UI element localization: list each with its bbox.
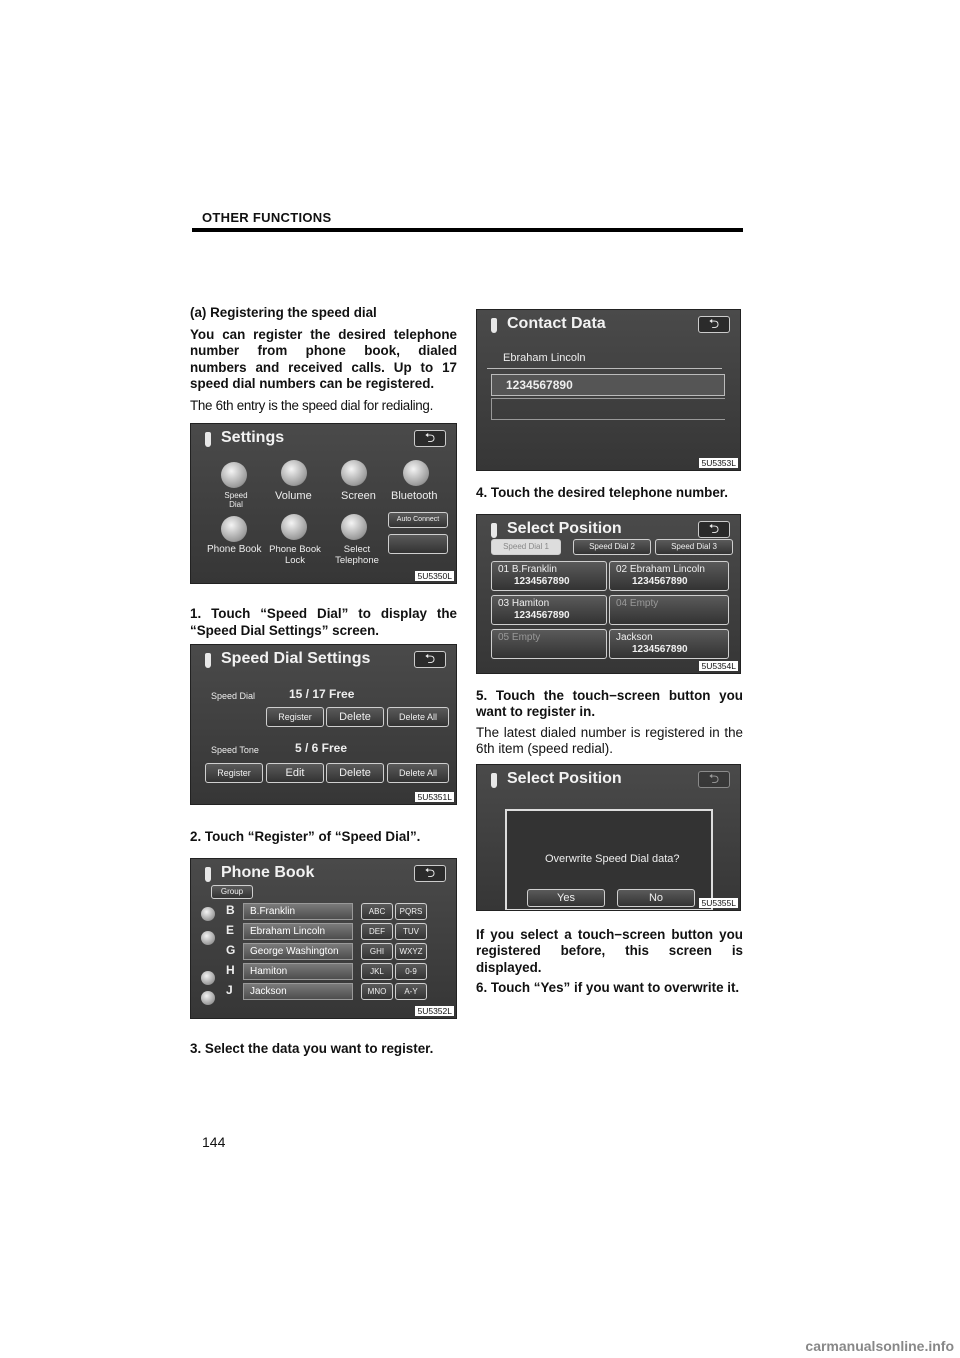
step-3: 3. Select the data you want to register. <box>190 1040 434 1056</box>
position-button[interactable] <box>609 629 729 659</box>
section-title: (a) Registering the speed dial <box>190 305 377 320</box>
scroll-icon[interactable] <box>201 931 215 945</box>
index-button[interactable]: DEF <box>361 923 393 940</box>
index-letter: H <box>226 962 235 977</box>
figure-code: 5U5353L <box>701 458 736 468</box>
figure-code: 5U5354L <box>701 660 736 671</box>
handset-icon <box>205 432 211 447</box>
phone-book-lock-label[interactable]: Phone Book Lock <box>269 544 321 566</box>
position-label: 03 Hamiton <box>498 597 550 609</box>
speed-dial-count: 15 / 17 Free <box>289 687 355 701</box>
contact-number-button[interactable]: 1234567890 <box>491 374 725 396</box>
step-4: 4. Touch the desired telephone number. <box>476 485 728 500</box>
section-header: OTHER FUNCTIONS <box>202 210 332 225</box>
screen-title: Speed Dial Settings <box>221 650 371 667</box>
screen-title: Contact Data <box>507 315 606 332</box>
figure-code: 5U5355L <box>701 897 736 908</box>
screen-title: Settings <box>221 429 285 446</box>
index-button[interactable]: 0-9 <box>395 963 427 980</box>
index-button[interactable]: ABC <box>361 903 393 920</box>
scroll-icon[interactable] <box>201 907 215 921</box>
back-button: ⮌ <box>698 771 730 788</box>
back-button[interactable]: ⮌ <box>414 865 446 882</box>
back-button[interactable]: ⮌ <box>414 651 446 668</box>
delete-tone-button[interactable]: Delete <box>326 763 384 783</box>
figure-code: 5U5350L <box>417 571 452 581</box>
contact-row[interactable]: B.Franklin <box>243 903 353 920</box>
screen-icon[interactable] <box>341 460 367 486</box>
back-button[interactable]: ⮌ <box>414 430 446 447</box>
position-number: 1234567890 <box>514 575 570 587</box>
position-button[interactable] <box>491 595 607 625</box>
right-column <box>476 305 743 997</box>
step-6: 6. Touch “Yes” if you want to overwrite it. <box>476 980 740 995</box>
handset-icon <box>491 318 497 333</box>
intro-note: The 6th entry is the speed dial for redialing. <box>190 397 434 413</box>
handset-icon <box>491 523 497 538</box>
contact-row[interactable]: Ebraham Lincoln <box>243 923 353 940</box>
handset-icon <box>205 653 211 668</box>
position-label: 04 Empty <box>616 597 659 609</box>
speed-tone-count: 5 / 6 Free <box>295 741 348 755</box>
header-rule <box>192 228 743 232</box>
step-2: 2. Touch “Register” of “Speed Dial”. <box>190 829 421 844</box>
group-button[interactable]: Group <box>211 885 253 899</box>
volume-label[interactable]: Volume <box>275 490 312 502</box>
edit-button[interactable]: Edit <box>266 763 324 783</box>
index-button[interactable]: GHI <box>361 943 393 960</box>
position-label: 05 Empty <box>498 631 541 643</box>
overwrite-screen <box>476 764 741 911</box>
left-column <box>190 305 457 1057</box>
contact-row[interactable]: Jackson <box>243 983 353 1000</box>
select-telephone-label[interactable]: Select Telephone <box>335 544 379 566</box>
page-number: 144 <box>202 1134 226 1150</box>
position-button[interactable] <box>609 561 729 591</box>
blank-button[interactable] <box>388 534 448 554</box>
index-button[interactable]: A-Y <box>395 983 427 1000</box>
figure-code: 5U5352L <box>417 1005 452 1016</box>
speed-dial-icon[interactable] <box>221 462 247 488</box>
screen-title: Select Position <box>507 769 622 787</box>
position-button[interactable] <box>491 629 607 659</box>
note-6: If you select a touch−screen button you registered before, this screen is displayed. <box>476 926 743 975</box>
yes-button[interactable]: Yes <box>527 889 605 907</box>
index-letter: G <box>226 942 236 957</box>
delete-button[interactable]: Delete <box>326 707 384 727</box>
no-button[interactable]: No <box>617 889 695 907</box>
back-button[interactable]: ⮌ <box>698 521 730 538</box>
speed-dial-label[interactable]: Speed Dial <box>224 491 248 509</box>
position-number: 1234567890 <box>514 609 570 621</box>
position-number: 1234567890 <box>632 643 688 655</box>
lock-icon[interactable] <box>281 514 307 540</box>
contact-data-screen <box>476 309 741 471</box>
note-5: The latest dialed number is registered in the 6th item (speed redial). <box>476 724 743 756</box>
back-button[interactable]: ⮌ <box>698 316 730 333</box>
tab-speed-dial-3[interactable]: Speed Dial 3 <box>655 539 733 555</box>
index-letter: B <box>226 902 235 917</box>
position-label: 01 B.Franklin <box>498 563 557 575</box>
screen-title: Phone Book <box>221 863 315 881</box>
phone-book-screen <box>190 858 457 1019</box>
bluetooth-label[interactable]: Bluetooth <box>391 490 438 502</box>
index-button[interactable]: PQRS <box>395 903 427 920</box>
contact-row[interactable]: George Washington <box>243 943 353 960</box>
register-tone-button[interactable]: Register <box>205 763 263 783</box>
figure-code: 5U5351L <box>417 792 452 802</box>
position-number: 1234567890 <box>632 575 688 587</box>
phone-book-icon[interactable] <box>221 516 247 542</box>
screen-title: Select Position <box>507 519 622 537</box>
select-position-screen <box>476 514 741 674</box>
settings-screen <box>190 423 457 584</box>
overwrite-dialog <box>505 809 713 911</box>
delete-all-button[interactable]: Delete All <box>387 707 449 727</box>
step-1: 1. Touch “Speed Dial” to display the “Speed Dial Settings” screen. <box>190 606 457 638</box>
register-button[interactable]: Register <box>266 707 324 727</box>
watermark: carmanualsonline.info <box>805 1338 954 1354</box>
index-button[interactable]: JKL <box>361 963 393 980</box>
handset-icon <box>205 867 211 882</box>
contact-row[interactable]: Hamiton <box>243 963 353 980</box>
step-5: 5. Touch the touch−screen button you want to register in. <box>476 687 743 719</box>
speed-tone-label: Speed Tone <box>211 745 259 755</box>
tab-speed-dial-2[interactable]: Speed Dial 2 <box>573 539 651 555</box>
handset-icon <box>491 773 497 788</box>
speed-dial-label: Speed Dial <box>211 691 256 701</box>
position-button[interactable] <box>609 595 729 625</box>
tab-speed-dial-1[interactable]: Speed Dial 1 <box>491 539 561 555</box>
index-letter: J <box>226 982 233 997</box>
position-label: Jackson <box>616 631 653 643</box>
volume-icon[interactable] <box>281 460 307 486</box>
scroll-icon[interactable] <box>201 971 215 985</box>
position-button[interactable] <box>491 561 607 591</box>
screen-label[interactable]: Screen <box>341 490 376 502</box>
overwrite-question: Overwrite Speed Dial data? <box>545 852 680 865</box>
contact-name: Ebraham Lincoln <box>503 352 586 364</box>
index-button[interactable]: MNO <box>361 983 393 1000</box>
phone-book-label[interactable]: Phone Book <box>207 544 262 555</box>
index-button[interactable]: TUV <box>395 923 427 940</box>
scroll-icon[interactable] <box>201 991 215 1005</box>
index-button[interactable]: WXYZ <box>395 943 427 960</box>
speed-dial-settings-screen <box>190 644 457 805</box>
intro-text: You can register the desired telephone number from phone book, dialed numbers and received calls. Up to 17 speed dial numbers can be registered. <box>190 326 457 391</box>
select-telephone-icon[interactable] <box>341 514 367 540</box>
auto-connect-button[interactable]: Auto Connect <box>388 512 448 528</box>
position-label: 02 Ebraham Lincoln <box>616 563 705 575</box>
index-letter: E <box>226 922 235 937</box>
bluetooth-icon[interactable] <box>403 460 429 486</box>
delete-all-tone-button[interactable]: Delete All <box>387 763 449 783</box>
